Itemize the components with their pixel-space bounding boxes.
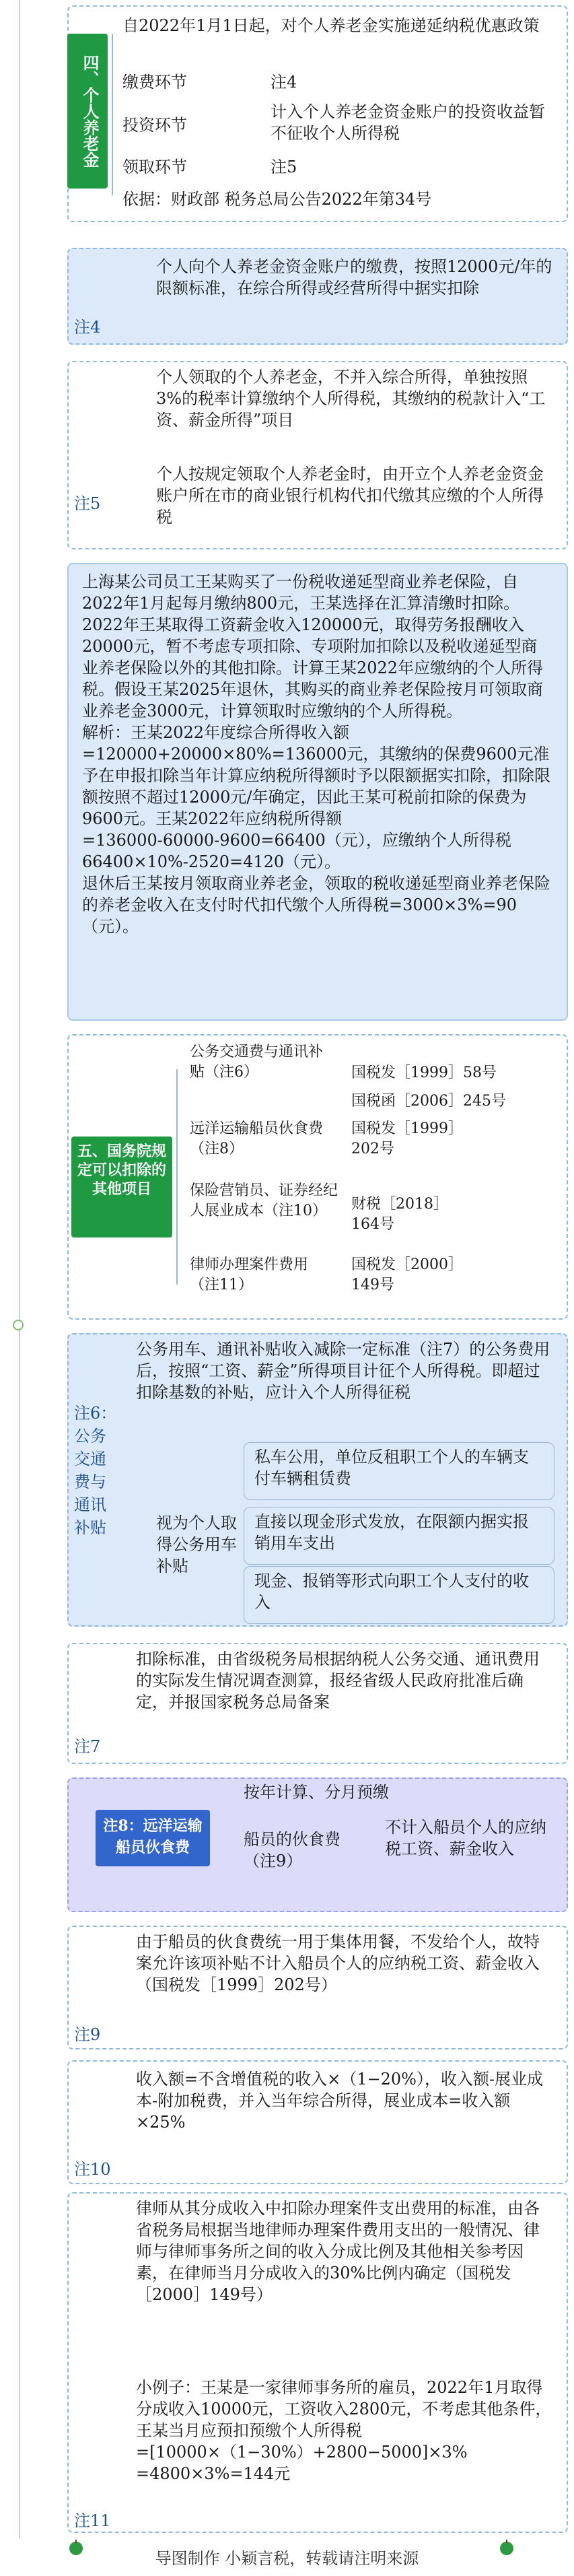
example-text: 上海某公司员工王某购买了一份税收递延型商业养老保险，自2022年1月起每月缴纳800元，王某选择在汇算清缴时扣除。2022年王某取得工资薪金收入120000元，取得劳务报酬收入20000元，暂不考虑专项扣除、专项附加扣除以及税收递延型商业养老保险以外的其他扣除。计算王某2022年应缴纳的个人所得税。假设王某2025年退休，其购买的商业养老保险按月可领取商业养老金3000元，计算领取时应缴纳的个人所得税。 解析：王某2022年度综合所得收入额 =120000+20000×80%=136000元，其缴纳的保费9600元准予在申报扣除当年计算应纳税所得额时予以限额据实扣除，扣除限额按照不超过12000元/年确定，因此王某可税前扣除的保费为9600元。王某2022年应纳税所得额 =136000-60000-9600=66400（元），应缴纳个人所得税66400×10%-2520=4120（元）。 退休后王某按月领取商业养老金，领取的税收递延型商业养老保险的养老金收入在支付时代扣代缴个人所得税=3000×3%=90（元）。 [82, 572, 550, 936]
note-text: 扣除标准，由省级税务局根据纳税人公务交通、通讯费用的实际发生情况调查测算，报经省级人民政府批准后确定，并报国家税务总局备案 [136, 1650, 540, 1711]
note-8 [67, 1777, 568, 1912]
note-text: 个人向个人养老金资金账户的缴费，按照12000元/年的限额标准，在综合所得或经营所得中据实扣除 [156, 257, 552, 298]
item-label: 远洋运输船员伙食费（注8） [190, 1120, 324, 1157]
sub-item: 现金、报销等形式向职工个人支付的收入 [254, 1571, 529, 1612]
note-text: 律师从其分成收入中扣除办理案件支出费用的标准，由各省税务局根据当地律师办理案件费用支出的一般情况、律师与律师事务所之间的收入分成比例及其他相关参考因素，在律师当月分成收入的30%比例内确定（国税发［2000］149号） [136, 2199, 540, 2304]
note-4 [67, 248, 568, 345]
item-label: 保险营销员、证券经纪人展业成本（注10） [190, 1182, 338, 1219]
apple-icon [498, 2538, 515, 2556]
note-label: 注7 [74, 1737, 101, 1756]
section-tag: 四、个人养老金 [67, 34, 108, 189]
row-value: 计入个人养老金资金账户的投资收益暂不征收个人所得税 [271, 102, 545, 143]
sub-item: 私车公用，单位反租职工个人的车辆支付车辆租赁费 [254, 1448, 529, 1488]
row-value: 注5 [271, 158, 297, 176]
section-tag: 五、国务院规定可以扣除的其他项目 [71, 1137, 172, 1238]
note-text: 收入额=不含增值税的收入×（1−20%），收入额-展业成本-附加税费，并入当年综合所得，展业成本=收入额×25% [136, 2070, 544, 2132]
intro-text: 自2022年1月1日起，对个人养老金实施递延纳税优惠政策 [122, 16, 540, 35]
footer-text: 导图制作 小颖言税，转载请注明来源 [155, 2549, 419, 2568]
note-label: 注4 [74, 318, 101, 337]
sub-item: 直接以现金形式发放，在限额内据实报销用车支出 [254, 1512, 529, 1553]
note-tag: 注8：远洋运输船员伙食费 [96, 1810, 210, 1866]
section-other-items [67, 1034, 568, 1320]
note-5 [67, 361, 568, 549]
note-11 [67, 2192, 568, 2533]
spine-node [13, 1320, 24, 1330]
note8-line1: 按年计算、分月预缴 [244, 1783, 389, 1802]
note-label: 注11 [74, 2511, 111, 2530]
item-ref: 财税［2018］164号 [351, 1196, 448, 1233]
item-ref: 国税发［1999］58号 [351, 1064, 497, 1081]
sub-text: 不计入船员个人的应纳税工资、薪金收入 [385, 1818, 546, 1858]
item-label: 律师办理案件费用（注11） [190, 1256, 309, 1293]
note-text: 由于船员的伙食费统一用于集体用餐，不发给个人，故特案允许该项补贴不计入船员个人的应纳税工资、薪金收入（国税发［1999］202号） [136, 1932, 540, 1994]
item-ref: 国税函［2006］245号 [351, 1093, 506, 1110]
note-6 [67, 1333, 568, 1627]
item-ref: 国税发［1999］202号 [351, 1120, 463, 1157]
row-value: 注4 [271, 73, 297, 92]
item-label: 公务交通费与通讯补贴（注6） [190, 1044, 324, 1081]
sub-label: 视为个人取得公务用车补贴 [156, 1514, 237, 1575]
item-ref: 国税发［2000］149号 [351, 1256, 456, 1293]
row-label: 领取环节 [122, 158, 187, 176]
note-text: 个人按规定领取个人养老金时，由开立个人养老金资金账户所在市的商业银行机构代扣代缴其应缴的个人所得税 [156, 465, 544, 527]
note-label: 注9 [74, 2025, 101, 2044]
row-label: 缴费环节 [122, 73, 187, 92]
note-label: 注5 [74, 494, 101, 513]
note-example: 小例子：王某是一家律师事务所的雇员，2022年1月取得分成收入10000元，工资收入2800元，不考虑其他条件，王某当月应预扣预缴个人所得税 =[10000×（1−30%）+2800−5000]×3% =4800×3%=144元 [136, 2378, 552, 2483]
note-7 [67, 1643, 568, 1764]
note-text: 个人领取的个人养老金，不并入综合所得，单独按照3%的税率计算缴纳个人所得税，其缴纳的税款计入“工资、薪金所得”项目 [156, 368, 546, 430]
note-9 [67, 1926, 568, 2049]
mindmap-spine [19, 0, 20, 2538]
note-text: 公务用车、通讯补贴收入减除一定标准（注7）的公务费用后，按照“工资、薪金”所得项目计征个人所得税。即超过扣除基数的补贴，应计入个人所得征税 [136, 1340, 550, 1402]
basis-text: 依据：财政部 税务总局公告2022年第34号 [122, 190, 432, 209]
sub-label: 船员的伙食费（注9） [244, 1830, 340, 1870]
note-10 [67, 2060, 568, 2184]
section-personal-pension [67, 5, 568, 222]
note-label: 注10 [74, 2160, 111, 2179]
row-label: 投资环节 [122, 116, 187, 135]
example-box [67, 563, 568, 1021]
note-tag: 注6：公务交通费与通讯补贴 [74, 1404, 117, 1537]
